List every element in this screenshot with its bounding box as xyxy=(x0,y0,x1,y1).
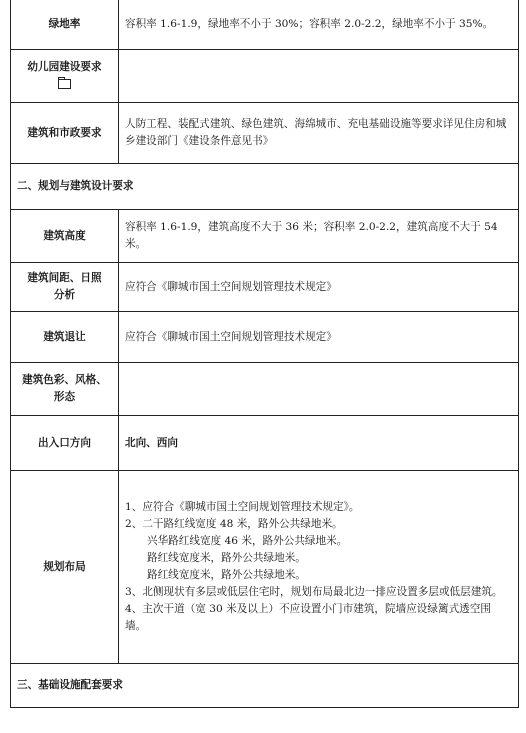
label-color-style-line2: 形态 xyxy=(53,391,76,403)
value-entrance: 北向、西向 xyxy=(119,416,519,471)
label-municipal: 建筑和市政要求 xyxy=(11,103,119,164)
value-spacing: 应符合《聊城市国土空间规划管理技术规定》 xyxy=(119,263,519,312)
label-entrance: 出入口方向 xyxy=(11,416,119,471)
layout-item-4: 4、主次干道（宽 30 米及以上）不应设置小门市建筑，院墙应设绿篱式透空围墙。 xyxy=(125,603,491,632)
planning-conditions-table xyxy=(10,0,519,708)
layout-item-2b: 路红线宽度米，路外公共绿地米。 xyxy=(147,552,306,564)
section-infrastructure-heading: 三、基础设施配套要求 xyxy=(11,664,519,708)
layout-item-2a: 兴华路红线宽度 46 米，路外公共绿地米。 xyxy=(147,535,348,547)
layout-item-2c: 路红线宽度米，路外公共绿地米。 xyxy=(147,569,306,581)
label-spacing-line2: 分析 xyxy=(53,289,76,301)
row-height xyxy=(11,210,519,263)
value-layout xyxy=(119,471,519,664)
row-entrance xyxy=(11,416,519,471)
label-kindergarten-cell xyxy=(11,50,119,103)
label-layout: 规划布局 xyxy=(11,471,119,664)
value-green-ratio: 容积率 1.6-1.9，绿地率不小于 30%；容积率 2.0-2.2，绿地率不小于 35%。 xyxy=(119,0,519,50)
row-green-ratio xyxy=(11,0,519,50)
value-municipal: 人防工程、装配式建筑、绿色建筑、海绵城市、充电基础设施等要求详见住房和城乡建设部门《建设条件意见书》 xyxy=(119,103,519,164)
label-kindergarten: 幼儿园建设要求 xyxy=(27,60,102,73)
label-color-style-line1: 建筑色彩、风格、 xyxy=(22,374,107,386)
row-color-style xyxy=(11,363,519,416)
row-setback xyxy=(11,312,519,363)
layout-item-2: 2、二干路红线宽度 48 米，路外公共绿地米。 xyxy=(125,518,343,530)
layout-item-3: 3、北侧现状有多层或低层住宅时，规划布局最北边一排应设置多层或低层建筑。 xyxy=(125,586,503,598)
value-color-style xyxy=(119,363,519,416)
row-spacing xyxy=(11,263,519,312)
label-spacing-cell xyxy=(11,263,119,312)
section-planning-heading: 二、规划与建筑设计要求 xyxy=(11,164,519,210)
label-setback: 建筑退让 xyxy=(11,312,119,363)
label-color-style-cell xyxy=(11,363,119,416)
value-kindergarten xyxy=(119,50,519,103)
section-infrastructure-row xyxy=(11,664,519,708)
label-green-ratio: 绿地率 xyxy=(11,0,119,50)
layout-item-1: 1、应符合《聊城市国土空间规划管理技术规定》。 xyxy=(125,501,360,513)
label-height: 建筑高度 xyxy=(11,210,119,263)
value-setback: 应符合《聊城市国土空间规划管理技术规定》 xyxy=(119,312,519,363)
row-layout xyxy=(11,471,519,664)
row-kindergarten xyxy=(11,50,519,103)
label-spacing-line1: 建筑间距、日照 xyxy=(27,272,102,284)
checkbox-icon[interactable] xyxy=(58,79,71,89)
row-municipal xyxy=(11,103,519,164)
value-height: 容积率 1.6-1.9，建筑高度不大于 36 米；容积率 2.0-2.2，建筑高度不大于 54 米。 xyxy=(119,210,519,263)
section-planning-row xyxy=(11,164,519,210)
